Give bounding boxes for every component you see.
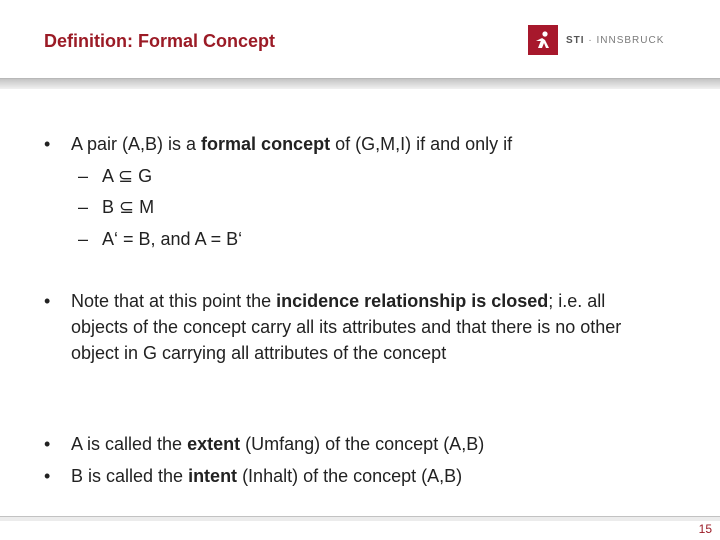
bullet-text-part: ; i.e. all objects of the concept carry all its attributes and that there is no other object in G carrying all attributes of the concept	[71, 291, 622, 363]
bullet-bold-term: formal concept	[201, 134, 331, 154]
page-number: 15	[698, 522, 712, 536]
bullet-extent	[44, 431, 664, 457]
bullet-marker: •	[44, 466, 51, 486]
header-divider	[0, 78, 720, 89]
sti-innsbruck-logo	[528, 25, 664, 55]
footer-divider	[0, 516, 720, 521]
bullet-marker: •	[44, 434, 51, 454]
sub-bullet-text: B ⊆ M	[102, 197, 155, 217]
logo-brand: STI	[566, 34, 585, 46]
bullet-text	[71, 463, 664, 489]
bullet-marker: •	[44, 134, 51, 154]
bullet-intent	[44, 463, 664, 489]
bullet-text-part: Note that at this point the	[71, 291, 277, 311]
sub-bullet-marker: –	[78, 197, 89, 217]
logo-separator: ·	[588, 34, 593, 46]
bullet-text-part: B is called the	[71, 466, 189, 486]
bullet-text-part: of (G,M,I) if and only if	[330, 134, 513, 154]
bullet-formal-concept	[44, 131, 664, 157]
bullet-bold-term: extent	[187, 434, 241, 454]
bullet-bold-term: intent	[188, 466, 238, 486]
bullet-bold-term: incidence relationship is closed	[276, 291, 549, 311]
bullet-text-part: A is called the	[71, 434, 188, 454]
sub-bullet-marker: –	[78, 229, 89, 249]
bullet-text	[71, 131, 664, 157]
bullet-text-part: A pair (A,B) is a	[71, 134, 202, 154]
sub-bullet-marker: –	[78, 166, 89, 186]
sub-bullet-b-subset-m	[78, 194, 154, 220]
bullet-text	[71, 431, 664, 457]
bullet-marker: •	[44, 291, 51, 311]
logo-mark-icon	[528, 25, 558, 55]
logo-place: INNSBRUCK	[596, 34, 665, 46]
sub-bullet-text: A ⊆ G	[102, 166, 153, 186]
sub-bullet-text: A‘ = B, and A = B‘	[102, 229, 243, 249]
bullet-text-part: (Umfang) of the concept (A,B)	[240, 434, 485, 454]
slide-title: Definition: Formal Concept	[44, 31, 275, 51]
bullet-text	[71, 288, 649, 366]
sub-bullet-derivation	[78, 226, 242, 252]
logo-text	[566, 35, 664, 46]
bullet-text-part: (Inhalt) of the concept (A,B)	[237, 466, 463, 486]
bullet-incidence-closed	[44, 288, 649, 366]
sub-bullet-a-subset-g	[78, 163, 152, 189]
